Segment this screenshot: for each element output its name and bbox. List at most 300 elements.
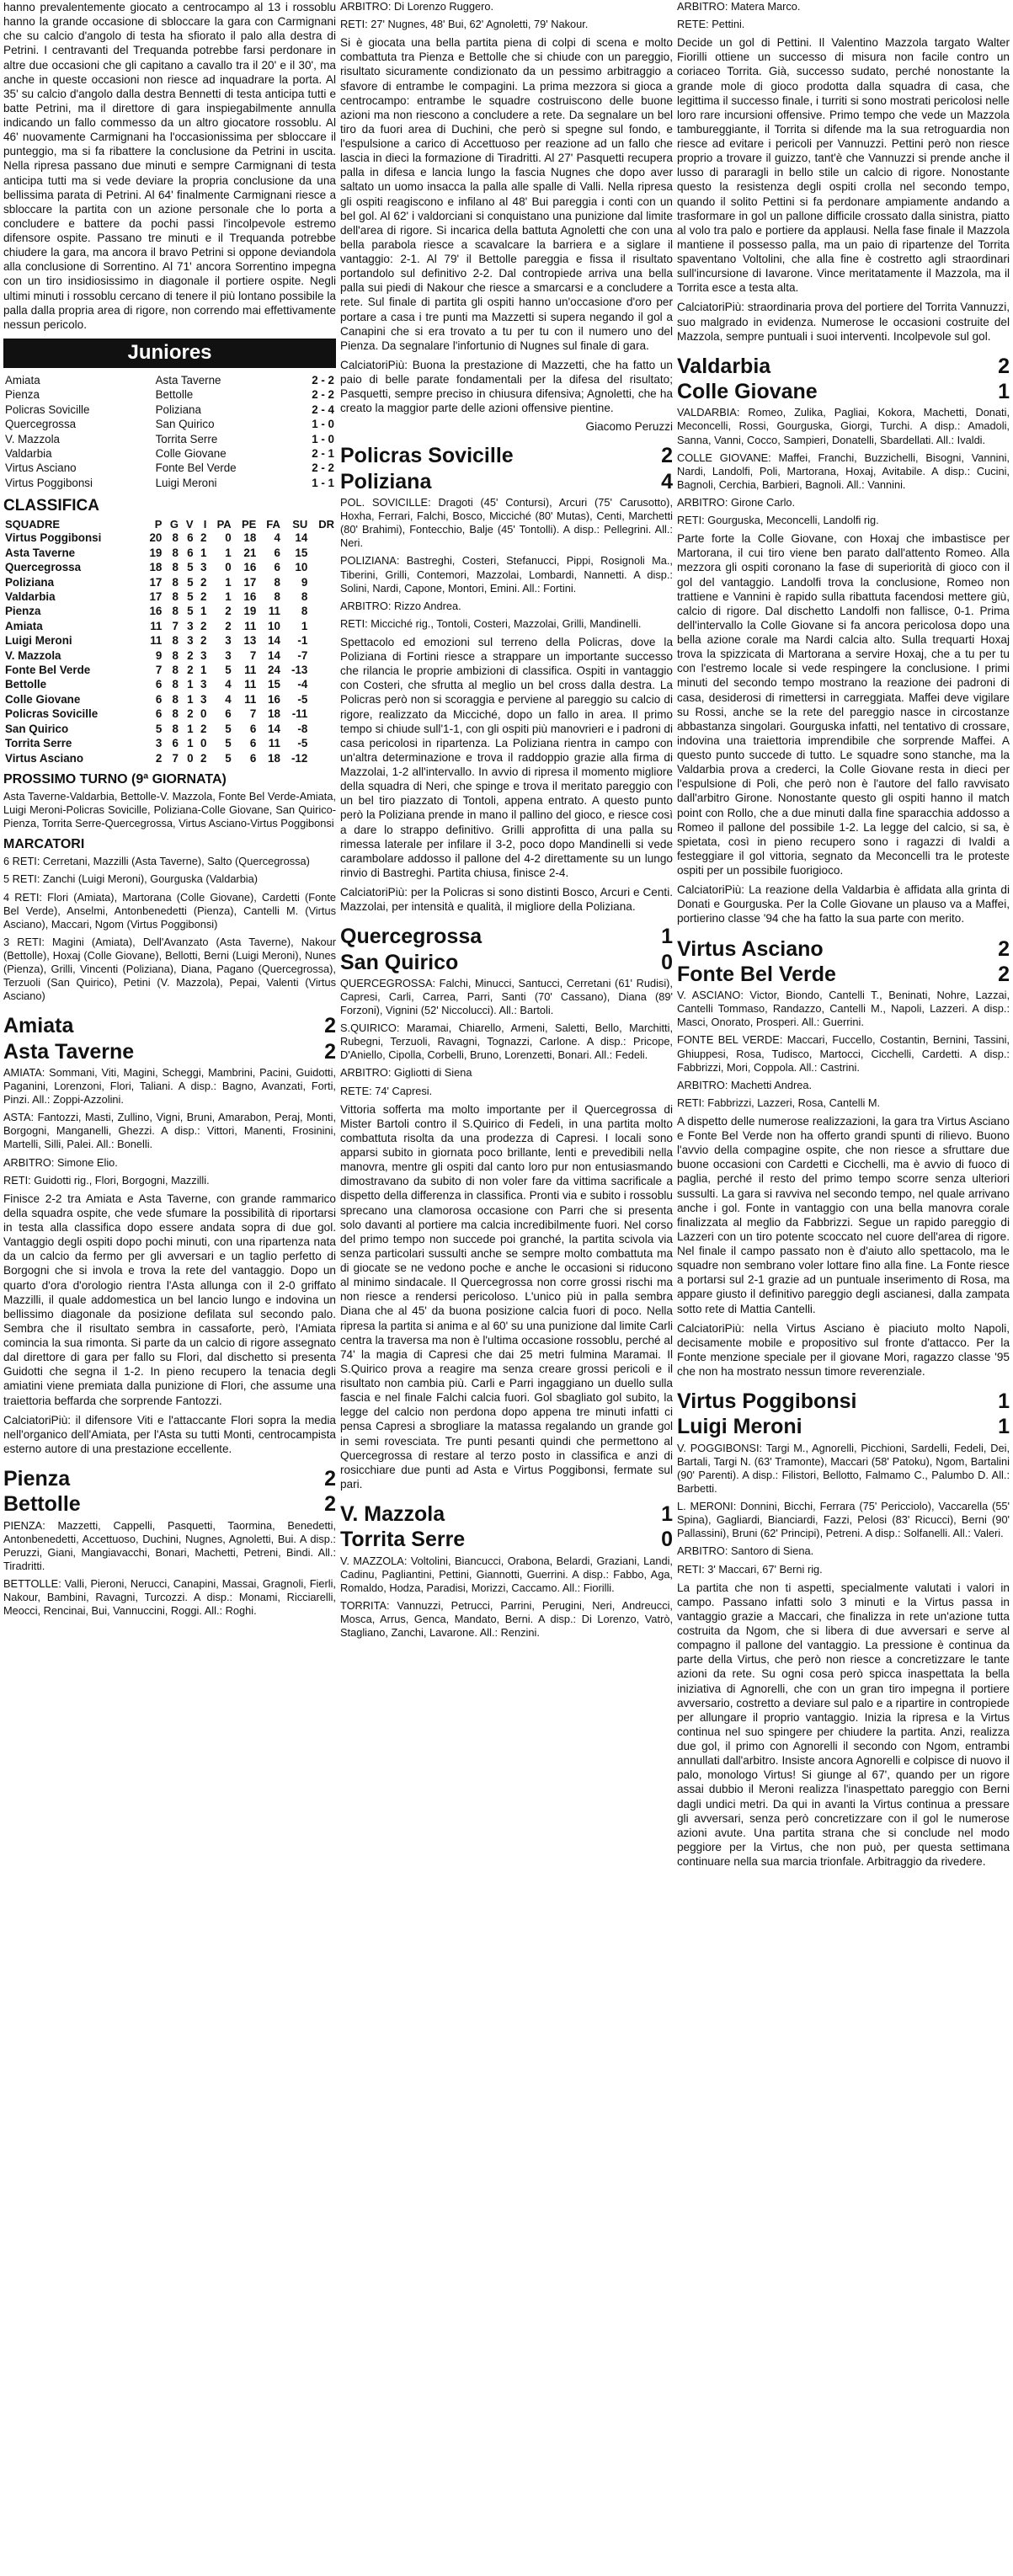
match-away: [340, 952, 673, 973]
lineup: V. ASCIANO: Victor, Biondo, Cantelli T., Beninati, Nohre, Lazzai, Cantelli Tommaso, Randazzo, Cantelli M., Napoli, Lazzeri. A disp.: Masci, Onorato, Prosperi. All.: Guerrini.: [677, 989, 1010, 1029]
lineup: TORRITA: Vannuzzi, Petrucci, Parrini, Perugini, Neri, Andreucci, Mosca, Arrus, Genca, Mandato, Berni. A disp.: Di Lorenzo, Vatrò, Stagliano, Zanchi, Lavarone. All.: Renzini.: [340, 1598, 673, 1640]
result-team: Pienza: [5, 388, 40, 402]
home-team: Policras Sovicille: [340, 444, 514, 468]
match-report: Spettacolo ed emozioni sul terreno della Policras, dove la Poliziana di Fortini riesce a strappare un importante successo che rilancia le proprie ambizioni di classifica. Ospiti in vantaggio con Costeri, che sfrutta al meglio un bel cross dalla destra. La Policras però non si scoraggia e perviene al pareggio su calcio di rigore, realizzato da Micciché, dopo un fallo in area. Il primo tempo si chiude sull'1-1, con gli ospiti più manovrieri e i padroni di casa pericolosi in ripartenza. La Poliziana rientra in campo con un'altra determinazione e trova il raddoppio grazie alla firma di Mazzolai, 1-2 all'intervallo. In avvio di ripresa il momento migliore della squadra di Neri, che spinge e trova il meritato pareggio con un bel tiro piazzato di Tontoli, appena entrato. A questo punto però la Poliziana prende in mano il pallino del gioco, e riesce così a dare lo strappo definitivo. Grilli approfitta di una palla su rimessa laterale per infilare il 3-2, poco dopo Mandinelli si vede carambolare addosso il pallone del 4-2 direttamente su un lungo rinvio di Bastreghi. Partita chiusa, finisce 2-4.: [340, 635, 673, 879]
standings-value: 11: [244, 664, 257, 677]
standings-team: Virtus Asciano: [5, 751, 84, 765]
standings-value: 11: [268, 605, 280, 618]
standings-value: 2: [200, 575, 207, 589]
standings-row: [3, 633, 336, 648]
standings-value: 0: [200, 707, 207, 721]
standings-team: Policras Sovicille: [5, 707, 99, 721]
juniores-banner: Juniores: [3, 339, 336, 368]
referee: ARBITRO: Machetti Andrea.: [677, 1078, 813, 1091]
standings-value: 5: [225, 722, 232, 735]
referee: ARBITRO: Rizzo Andrea.: [340, 599, 461, 612]
standings-value: 5: [187, 605, 194, 618]
referee: ARBITRO: Di Lorenzo Ruggero.: [340, 0, 494, 13]
match-away: [677, 381, 1010, 403]
lineup: COLLE GIOVANE: Maffei, Franchi, Buzzichelli, Bisogni, Vannini, Nardi, Landolfi, Poli, Martorana, Hoxaj, Avitabile. A disp.: Cucini, Bagnoli, Cerchia, Barbieri, Bagnoli. All.: Vannini.: [677, 451, 1010, 491]
standings-value: 16: [149, 605, 163, 618]
lineup: PIENZA: Mazzetti, Cappelli, Pasquetti, Taormina, Benedetti, Antonbenedetti, Accettuoso, Duchini, Nugnes, Agnoletti, Bui. A disp.: Peruzzi, Giani, Mangiavacchi, Bonari, Machetti, Petreni, Bindi. All.: Tiradritti.: [3, 1518, 336, 1572]
top-players: CalciatoriPiù: per la Policras si sono distinti Bosco, Arcuri e Centi. Mazzolai, per intensità e qualità, il migliore della Poliziana.: [340, 886, 673, 914]
result-team: Amiata: [5, 373, 40, 387]
standings-value: 6: [249, 737, 257, 750]
standings-value: 17: [149, 575, 163, 589]
standings-team: San Quirico: [5, 722, 69, 735]
top-players: CalciatoriPiù: La reazione della Valdarbia è affidata alla grinta di Donati e Gourguska. Per la Colle Giovane un plauso va a Maffei, portierino classe '94 che ha fatto la sua parte con merito.: [677, 883, 1010, 925]
standings-value: 18: [243, 531, 257, 545]
match-report: A dispetto delle numerose realizzazioni, la gara tra Virtus Asciano e Fonte Bel Verde non ha offerto grandi spunti di rilievo. Buono l'avvio della compagine ospite, che non riesce a sfruttare due buone occasioni con Cardetti e Cicchelli, ma è avvio di fuoco di paglia, perché il resto del primo tempo scorre senza ulteriori sussulti. La gara si ravviva nel secondo tempo, nel quale arrivano anche i gol. Fonte in vantaggio con una bella manovra corale finalizzata al meglio da Fabbrizzi. Segue un rapido pareggio di Lazzeri con un tiro potente scoccato nel cuore dell'area di rigore. Nel finale il campo passato non è d'aiuto allo spettacolo, ma le squadre non sembrano voler lottare fino alla fine. La Fonte riesce a portarsi sul 2-1 grazie ad un puntuale inserimento di Rosa, ma appare giusto il definitivo pareggio degli ascianesi, dalla zampata sotto rete di Mattia Cantelli.: [677, 1114, 1010, 1315]
result-team: Torrita Serre: [155, 432, 218, 445]
standings-value: -13: [291, 664, 308, 677]
lineup: L. MERONI: Donnini, Bicchi, Ferrara (75' Pericciolo), Vaccarella (55' Spina), Gagliardi, Bianciardi, Fazzi, Pelosi (83' Ricucci), Berni (90' Pallassini), Bruni (62' Principi), Petreni. A disp.: Solfanelli. All.: Valeri.: [677, 1500, 1010, 1540]
away-score: 1: [998, 380, 1010, 404]
top-players: CalciatoriPiù: nella Virtus Asciano è piaciuto molto Napoli, decisamente mobile e propositivo sul fronte d'attacco. Per la Fonte menzione speciale per il giovane Mori, ragazzo classe '95 che non ha mostrato nessun timore reverenziale.: [677, 1321, 1010, 1379]
standings-value: 8: [172, 648, 179, 662]
goals: RETE: Pettini.: [677, 18, 745, 31]
standings-value: 6: [249, 722, 257, 735]
away-team: Torrita Serre: [340, 1528, 466, 1552]
match-away: [677, 963, 1010, 985]
result-team: Poliziana: [155, 403, 201, 416]
standings-value: 5: [225, 737, 232, 750]
standings-value: 8: [172, 664, 179, 677]
result-score: 1 - 0: [312, 432, 334, 445]
standings-value: -11: [291, 707, 308, 721]
home-team: V. Mazzola: [340, 1502, 445, 1527]
standings-value: -4: [297, 678, 308, 691]
standings-value: 6: [274, 561, 280, 574]
standings-row: [3, 619, 336, 633]
standings-value: 19: [243, 605, 257, 618]
home-team: Quercegrossa: [340, 925, 483, 949]
standings-value: 6: [187, 531, 194, 545]
standings-row: [3, 648, 336, 663]
away-team: Bettolle: [3, 1492, 81, 1517]
standings-row: [3, 663, 336, 677]
standings-value: 6: [155, 678, 163, 691]
standings-row: [3, 677, 336, 691]
home-team: Pienza: [3, 1467, 71, 1491]
standings-value: 3: [187, 634, 194, 648]
standings-row: [3, 736, 336, 750]
standings-value: 7: [172, 751, 179, 765]
standings-value: 4: [225, 692, 232, 706]
standings-value: 1: [187, 692, 194, 706]
standings-value: 0: [200, 737, 207, 750]
standings-value: 2: [200, 634, 207, 648]
match-report: La partita che non ti aspetti, specialmente valutati i valori in campo. Passano infatti solo 3 minuti e la Virtus passa in vantaggio grazie a Maccari, che finalizza in rete un'azione tutta costruita da Ngom, che si libera di due avversari e serve al compagno il pallone del vantaggio. La pressione è continua da parte della Virtus, che però non riesce a concretizzare le tante azioni da rete. Su ogni cosa però spicca inaspettata la bella iniziativa di Agnorelli, che con un gran tiro impegna il portiere avversario, costretto a deviare sul palo e a ripartire in contropiede per allungare il proprio vantaggio. Inizia la ripresa e la Virtus continua nel suo spingere per chiudere la partita. Anzi, realizza due gol, il primo con Agnorelli il secondo con Ngom, entrambi annullati dall'arbitro. Insiste ancora Agnorelli e colpisce di nuovo il palo, monologo Virtus! Si giunge al 67', quando per un rigore assai dubbio il Meroni realizza l'inaspettato pareggio con Berni dagli undici metri. Da qui in avanti la Virtus continua a pressare gli avversari, senza però concretizzare con il gol le numerose azioni avute. Una partita strana che si conclude nel modo peggiore per la Virtus, che non può, per questa settimana continuare nella sua marcia trionfale. Arbitraggio da rivedere.: [677, 1581, 1010, 1869]
standings-team: Amiata: [5, 619, 43, 632]
top-players: CalciatoriPiù: il difensore Viti e l'attaccante Flori sopra la media nell'organico dell'Amiata, per l'Asta su tutti Monti, centrocampista esterno autore di una prestazione eccellente.: [3, 1413, 336, 1455]
standings-value: 8: [301, 605, 308, 618]
result-row: [3, 403, 336, 417]
standings-row: [3, 692, 336, 707]
result-team: Colle Giovane: [155, 446, 227, 460]
standings-value: 2: [187, 664, 194, 677]
result-score: 2 - 4: [312, 403, 334, 416]
standings-team: Colle Giovane: [5, 692, 81, 706]
match-away: [340, 471, 673, 493]
standings-value: 21: [243, 546, 257, 559]
lineup: VALDARBIA: Romeo, Zulika, Pagliai, Kokora, Machetti, Donati, Meconcelli, Rossi, Gourguska, Giorgi, Turchi. A disp.: Amadoli, Sanna, Vanni, Cocco, Sampieri, Donatelli, Sbardellati. All.: Ivaldi.: [677, 406, 1010, 446]
standings-value: 6: [155, 692, 163, 706]
match-report: Si è giocata una bella partita piena di colpi di scena e molto combattuta tra Pienza e Bettolle che si chiude con un pareggio, risultato sicuramente condizionato da un pessimo arbitraggio a sfavore di entrambe le compagini. La prima mezzora si gioca a centrocampo: entrambe le squadre costruiscono delle buone azioni ma non riescono a concludere a rete. Da segnalare un bel tiro da fuori area di Duchini, che però si spegne sul fondo, e l'espulsione a carico di Accettuoso per reazione ad un fallo che lascia in dieci la formazione di Tiradritti. Al 27' Pasquetti recupera palla in difesa e lancia lungo la fascia Nugnes che dopo aver saltato un uomo insacca la palla alle spalle di Valli. Nella ripresa gli ospiti reagiscono e infilano al 48' Bui pareggia i conti con un bel gol. Al 62' i valdorciani si conquistano una punizione dal limite dell'area di rigore. Si incarica della battuta Agnoletti che con una bella parabola riesce a scavalcare la barriera e a siglare il vantaggio: 2-1. Al 79' il Bettolle pareggia e fissa il risultato portandolo sul definitivo 2-2. Dal contropiede arriva una bella palla sui piedi di Nakour che riesce a smarcarsi e a concludere a rete. Sul finale di partita gli ospiti hanno un'occasione d'oro per portare a casa i tre punti ma Mazzetti si supera negando il gol a Canapini che si era trovato a tu per tu con il numero uno del Pienza. Da segnalare l'infortunio di Nugnes sul finale di gara.: [340, 36, 673, 352]
lineup: FONTE BEL VERDE: Maccari, Fuccello, Costantin, Bernini, Tassini, Ghiuppesi, Rosa, Tudisco, Martocci, Cicchelli, Cardetti. A disp.: Fabbrizzi, Mori, Coppola. All.: Castrini.: [677, 1033, 1010, 1074]
standings-value: 3: [187, 619, 194, 632]
result-team: San Quirico: [155, 418, 215, 431]
standings-value: 3: [200, 692, 207, 706]
lineup: POL. SOVICILLE: Dragoti (45' Contursi), Arcuri (75' Carusotto), Hoxha, Ferrari, Falchi, Bosco, Micciché (80' Mutas), Centi, Marchetti (80' Brahimi), Fontecchio, Balje (45' Tontolli). A disp.: Pellegrini. All.: Neri.: [340, 495, 673, 550]
away-score: 0: [661, 950, 673, 974]
standings-value: 16: [243, 589, 257, 603]
match-home: [3, 1468, 336, 1490]
goals: RETI: Guidotti rig., Flori, Borgogni, Mazzilli.: [3, 1173, 210, 1187]
lineup: ASTA: Fantozzi, Masti, Zullino, Vigni, Bruni, Amarabon, Peraj, Monti, Borgogni, Manganelli, Ghezzi. A disp.: Vittori, Manenti, Frosinini, Martelli, Silli, Palei. All.: Bonelli.: [3, 1111, 336, 1151]
standings-value: 14: [295, 531, 308, 545]
match-home: [340, 445, 673, 467]
goals: RETI: 3' Maccari, 67' Berni rig.: [677, 1562, 823, 1576]
juniores-results: [3, 373, 336, 490]
home-score: 2: [998, 936, 1010, 961]
standings-value: 3: [155, 737, 163, 750]
standings-value: 1: [225, 546, 232, 559]
standings-value: 2: [187, 648, 194, 662]
result-row: [3, 432, 336, 446]
home-score: 1: [661, 1502, 673, 1527]
standings-column-header: P: [154, 518, 163, 531]
match-away: [3, 1041, 336, 1063]
standings-value: 6: [249, 751, 257, 765]
standings-team: V. Mazzola: [5, 648, 61, 662]
standings-value: 2: [200, 619, 207, 632]
match-home: [677, 938, 1010, 960]
lineup: POLIZIANA: Bastreghi, Costeri, Stefanucci, Pippi, Rosignoli Ma., Tiberini, Grilli, Contemori, Mazzolai, Lombardi, Nannetti. A disp.: Solini, Nardi, Capone, Montori, Emini. All.: Fortini.: [340, 554, 673, 595]
standings-value: 2: [225, 605, 232, 618]
standings-team: Torrita Serre: [5, 737, 72, 750]
standings-value: 8: [172, 589, 179, 603]
next-round-title: PROSSIMO TURNO (9ª GIORNATA): [3, 772, 227, 787]
standings-value: 1: [200, 605, 207, 618]
standings-value: 2: [187, 707, 194, 721]
standings-value: 18: [268, 751, 280, 765]
standings-value: 1: [225, 589, 232, 603]
standings-value: 8: [301, 589, 308, 603]
home-score: 1: [661, 925, 673, 949]
standings-value: 10: [295, 561, 308, 574]
standings-value: 2: [225, 619, 232, 632]
standings-team: Quercegrossa: [5, 561, 82, 574]
standings-value: 0: [225, 531, 232, 545]
goals: RETE: 74' Capresi.: [340, 1084, 433, 1097]
standings-value: -5: [297, 692, 308, 706]
result-score: 2 - 2: [312, 373, 334, 387]
standings-value: 7: [249, 648, 257, 662]
home-team: Valdarbia: [677, 354, 771, 378]
away-team: Fonte Bel Verde: [677, 962, 836, 986]
result-team: Valdarbia: [5, 446, 52, 460]
standings-value: 1: [187, 678, 194, 691]
standings-value: 6: [172, 737, 179, 750]
standings-value: -12: [291, 751, 308, 765]
standings-column-header: V: [185, 518, 194, 531]
home-score: 2: [998, 354, 1010, 378]
match-report: Decide un gol di Pettini. Il Valentino Mazzola targato Walter Fiorilli ottiene un successo di misura non facile contro un coriaceo Torrita. Già, successo sudato, perché nonostante la grande mole di gioco prodotta dalla squadra di casa, che legittima il successo finale, i turriti si sono mostrati pericolosi nelle loro rare incursioni offensive. Primo tempo che vede un Mazzola tambureggiante, il Torrita si difende ma la sua retroguardia non riesce ad evitare i pericoli per Vannuzzi. Pettini però non riesce proprio a trovare il guizzo, tant'è che Vannuzzi si prende anche il lusso di pararagli in bello stile un calcio di rigore. Nonostante questo la resistenza degli ospiti crolla nel secondo tempo, quando il solito Pettini si fa perdonare ampiamente andando a trasformare in gol un pallone difficile crossato dalla sinistra, piatto al volo tra palo e portiere da applausi. Nella fase finale il Mazzola mantiene il possesso palla, ma un paio di ripartenze del Torrita spaventano Voltolini, che alla fine è costretto agli straordinari sull'incursione di Iavarone. Vince meritatamente il Mazzola, ma il Torrita esce a testa alta.: [677, 36, 1010, 295]
result-score: 2 - 1: [312, 446, 334, 460]
result-score: 1 - 0: [312, 418, 334, 431]
home-team: Virtus Asciano: [677, 936, 824, 961]
result-score: 2 - 2: [312, 388, 334, 402]
standings-value: 3: [200, 678, 207, 691]
standings-value: 8: [274, 589, 280, 603]
scorers-line: 3 RETI: Magini (Amiata), Dell'Avanzato (Asta Taverne), Nakour (Bettolle), Hoxaj (Colle Giovane), Bellotti, Berni (Luigi Meroni), Nunes (Pienza), Grilli, Vincenti (Poliziana), Diana, Pagano (Quercegrossa), Terzuoli (San Quirico), Petini (V. Mazzola), Pepai, Valenti (Virtus Asciano): [3, 935, 336, 1003]
result-team: Quercegrossa: [5, 418, 77, 431]
result-team: Asta Taverne: [155, 373, 221, 387]
standings-value: 8: [172, 546, 179, 559]
standings-column-header: FA: [266, 518, 280, 531]
referee: ARBITRO: Gigliotti di Siena: [340, 1066, 472, 1080]
standings-row: [3, 531, 336, 545]
standings-value: 5: [225, 664, 232, 677]
result-team: Virtus Poggibonsi: [5, 476, 93, 489]
standings-value: 5: [187, 575, 194, 589]
result-row: [3, 373, 336, 387]
standings-value: 8: [172, 575, 179, 589]
standings-value: 7: [249, 707, 257, 721]
standings-value: -8: [297, 722, 308, 735]
standings-row: [3, 589, 336, 604]
next-round-fixtures: Asta Taverne-Valdarbia, Bettolle-V. Mazzola, Fonte Bel Verde-Amiata, Luigi Meroni-Policras Sovicille, Poliziana-Colle Giovane, San Quirico-Pienza, Torrita Serre-Quercegrossa, Virtus Asciano-Virtus Poggibonsi: [3, 790, 336, 830]
classifica-title: CLASSIFICA: [3, 497, 99, 515]
standings-value: 6: [155, 707, 163, 721]
column-1: [3, 0, 336, 2576]
standings-value: 17: [149, 589, 163, 603]
result-team: Bettolle: [155, 388, 194, 402]
result-team: Luigi Meroni: [155, 476, 217, 489]
standings-team: Valdarbia: [5, 589, 56, 603]
standings-value: 8: [172, 678, 179, 691]
standings-value: -7: [297, 648, 308, 662]
result-team: Virtus Asciano: [5, 461, 77, 475]
result-score: 2 - 2: [312, 461, 334, 475]
standings-row: [3, 722, 336, 736]
standings-column-header: SQUADRE: [5, 518, 61, 531]
standings-value: 8: [172, 561, 179, 574]
referee: ARBITRO: Santoro di Siena.: [677, 1544, 814, 1558]
standings-value: 0: [187, 751, 194, 765]
standings-value: 14: [268, 634, 280, 648]
standings-value: 14: [268, 722, 280, 735]
standings-value: 9: [301, 575, 308, 589]
top-players: CalciatoriPiù: Buona la prestazione di Mazzetti, che ha fatto un paio di belle parate fondamentali per la difesa del risultato; Pasquetti, sempre preciso in chiusura difensiva; Agnoletti, che ha creato la maggior parte delle azioni offensive pientine.: [340, 358, 673, 415]
standings-value: 5: [225, 751, 232, 765]
standings-value: 11: [150, 634, 163, 648]
referee: ARBITRO: Girone Carlo.: [677, 496, 796, 509]
standings-value: 17: [243, 575, 257, 589]
standings-value: 7: [155, 664, 163, 677]
result-team: V. Mazzola: [5, 432, 61, 445]
standings-column-header: I: [203, 518, 207, 531]
standings-row: [3, 575, 336, 589]
result-score: 1 - 1: [312, 476, 334, 489]
standings-column-header: SU: [292, 518, 308, 531]
standings-value: 0: [225, 561, 232, 574]
standings-value: 1: [187, 737, 194, 750]
standings-value: 18: [268, 707, 280, 721]
standings-value: 14: [268, 648, 280, 662]
standings-team: Bettolle: [5, 678, 47, 691]
standings-value: 5: [187, 589, 194, 603]
standings-team: Virtus Poggibonsi: [5, 531, 102, 545]
result-row: [3, 387, 336, 402]
standings-value: 6: [274, 546, 280, 559]
standings-value: 15: [268, 678, 280, 691]
away-score: 2: [324, 1039, 336, 1064]
home-score: 2: [324, 1014, 336, 1038]
standings-value: 7: [172, 619, 179, 632]
top-players: CalciatoriPiù: straordinaria prova del portiere del Torrita Vannuzzi, suo malgrado in evidenza. Numerose le occasioni costruite del Mazzola, sempre puntuali i suoi interventi. Incolpevole sul gol.: [677, 301, 1010, 343]
standings-value: -5: [297, 737, 308, 750]
standings-value: 16: [268, 692, 280, 706]
standings-value: 2: [200, 722, 207, 735]
standings-value: 1: [301, 619, 308, 632]
standings-value: 11: [150, 619, 163, 632]
standings-value: 8: [274, 575, 280, 589]
home-score: 2: [324, 1467, 336, 1491]
standings-row: [3, 604, 336, 618]
home-score: 1: [998, 1389, 1010, 1414]
away-score: 0: [661, 1528, 673, 1552]
result-row: [3, 461, 336, 475]
result-row: [3, 476, 336, 490]
scorers-line: 5 RETI: Zanchi (Luigi Meroni), Gourguska (Valdarbia): [3, 872, 259, 886]
match-home: [677, 1390, 1010, 1412]
standings-value: 2: [200, 531, 207, 545]
match-report: Finisce 2-2 tra Amiata e Asta Taverne, con grande rammarico della squadra ospite, che vede sfumare la possibilità di riportarsi in testa alla classifica dopo essere andata sopra di due gol. Vantaggio degli ospiti dopo pochi minuti, con una ripartenza nata da un calcio da fermo per gli avversari e un taglio perfetto di Borgogni che si invola e trova la rete del vantaggio. Dopo un quarto d'ora d'orologio rientra l'Asta allunga con il 2-0 griffato Mazzilli, il quale addomestica un bel lancio lungo e indovina un bellissimo diagonale da posizione defilata sul secondo palo. Sembra che il risultato sembra in cassaforte, però, l'Amiata comincia la sua rimonta. Si parte da un calcio di rigore assegnato dal direttore di gara per fallo su Flori, dal dischetto si presenta Guidotti che segna il 1-2. In pieno recupero la tenacia degli amiatini viene premiata dalla punizione di Flori, che assume una traiettoria beffarda che sorprende Fantozzi.: [3, 1192, 336, 1407]
away-score: 1: [998, 1415, 1010, 1439]
scorers-title: MARCATORI: [3, 837, 85, 852]
standings-value: 2: [200, 751, 207, 765]
standings-value: 1: [187, 722, 194, 735]
lineup: V. MAZZOLA: Voltolini, Biancucci, Orabona, Belardi, Graziani, Landi, Cadinu, Pagliantini, Pettini, Giannotti, Guerrini. A disp.: Fabbo, Aga, Romaldo, Hodza, Paradisi, Morizzi, Caccamo. All.: Fiorilli.: [340, 1554, 673, 1594]
match-away: [3, 1493, 336, 1515]
match-home: [340, 925, 673, 947]
standings-value: 16: [243, 561, 257, 574]
standings-value: 3: [200, 648, 207, 662]
result-team: Fonte Bel Verde: [155, 461, 237, 475]
standings-column-header: DR: [318, 518, 334, 531]
standings-value: 5: [155, 722, 163, 735]
standings-value: 15: [295, 546, 308, 559]
standings-value: 11: [244, 619, 257, 632]
result-row: [3, 446, 336, 461]
referee: ARBITRO: Matera Marco.: [677, 0, 801, 13]
standings-value: 18: [149, 561, 163, 574]
standings-column-header: PA: [216, 518, 232, 531]
away-score: 4: [661, 469, 673, 493]
standings-value: 13: [243, 634, 257, 648]
standings-value: 19: [149, 546, 163, 559]
match-home: [677, 355, 1010, 377]
standings-value: 1: [200, 664, 207, 677]
standings-value: 11: [268, 737, 280, 750]
goals: RETI: Gourguska, Meconcelli, Landolfi rig.: [677, 514, 879, 527]
standings-value: 9: [155, 648, 163, 662]
lineup: V. POGGIBONSI: Targi M., Agnorelli, Picchioni, Sardelli, Fedeli, Dei, Bartali, Targi N. (63' Tramonte), Maccari (58' Patoku), Ngom, Bartalini (90' Parenti). A disp.: Filistori, Bellotto, Falmamo C., Palumbo D. All.: Barbetti.: [677, 1441, 1010, 1496]
scorers-line: 4 RETI: Flori (Amiata), Martorana (Colle Giovane), Cardetti (Fonte Bel Verde), Anselmi, Antonbenedetti (Pienza), Cantelli M. (Virtus Asciano), Maccari, Ngom (Virtus Poggibonsi): [3, 890, 336, 931]
lineup: QUERCEGROSSA: Falchi, Minucci, Santucci, Cerretani (61' Rudisi), Capresi, Carli, Carrea, Parri, Santi (70' Cassano), Diana (89' Forzoni), Vignini (52' Niccolucci). All.: Bartoli.: [340, 976, 673, 1017]
lineup: BETTOLLE: Valli, Pieroni, Nerucci, Canapini, Massai, Gragnoli, Fierli, Nakour, Bambini, Ravagni, Turcozzi. A disp.: Monami, Ricciarelli, Meocci, Rencinai, Bui, Vannuccini, Roggi. All.: Roghi.: [3, 1576, 336, 1618]
away-team: Poliziana: [340, 469, 432, 493]
standings-value: 3: [225, 634, 232, 648]
match-away: [340, 1528, 673, 1550]
standings-value: 1: [225, 575, 232, 589]
standings-row: [3, 707, 336, 721]
standings-value: 4: [225, 678, 232, 691]
standings-value: 10: [268, 619, 280, 632]
goals: RETI: 27' Nugnes, 48' Bui, 62' Agnoletti, 79' Nakour.: [340, 18, 589, 31]
standings-value: 11: [244, 692, 257, 706]
article-continuation: hanno prevalentemente giocato a centrocampo al 13 i rossoblu hanno la grande occasione di sbloccare la gara con Carmignani che su calcio d'angolo di testa ha sfiorato il palo alla destra di Petrini. I centravanti del Trequanda potrebbe farsi perdonare in altre due occasioni che gli capitano a cavallo tra il 20' e il 30', ma anche in queste occasioni non riesce ad inquadrare la porta. Al 35' su calcio d'angolo dalla destra Bennetti di testa anticipa tutti e batte Petrini, ma il direttore di gara inspiegabilmente annulla indicando un fallo commesso da un altro giocatore rossoblu. Al 46' nuovamente Carmignani ha l'occasionissima per sbloccare il punteggio, ma si fa ribattere la conclusione da Petrini in uscita. Nella ripresa passano due minuti e sempre Carmignani di testa anticipa tutti ma si vede deviare la propria conclusione da una bellissima parata di Petrini. Al 64' finalmente Carmignani riesce a sbloccare la partita con un azione personale che lo porta a concludere e battere da pochi passi l'incolpevole estremo difensore ospite. Passano tre minuti e il Trequanda potrebbe chiudere la gara, ma ancora il bravo Petrini si oppone deviandola alla conclusione di Sorrentino. Al 71' ancora Sorrentino impegna con un tiro insidiosissimo in diagonale il portiere ospite. Negli ultimi minuti i rossoblu cercano di tenere il più lontano possibile la palla dalla propria area di rigore, non correndo mai effettivamente nessun pericolo.: [3, 1, 336, 331]
standings-team: Asta Taverne: [5, 546, 76, 559]
lineup: AMIATA: Sommani, Viti, Magini, Scheggi, Mambrini, Pacini, Guidotti, Paganini, Lorenzoni, Flori, Taliani. A disp.: Bagno, Avanzati, Forti, Pinzi. All.: Zoppi-Azzolini.: [3, 1065, 336, 1107]
away-team: Luigi Meroni: [677, 1415, 802, 1439]
goals: RETI: Micciché rig., Tontoli, Costeri, Mazzolai, Grilli, Mandinelli.: [340, 616, 642, 630]
referee: ARBITRO: Simone Elio.: [3, 1155, 118, 1169]
standings-value: 24: [268, 664, 280, 677]
standings-column-header: G: [169, 518, 179, 531]
home-team: Virtus Poggibonsi: [677, 1389, 857, 1414]
column-3: [677, 0, 1010, 2576]
match-home: [340, 1503, 673, 1525]
result-team: Policras Sovicille: [5, 403, 90, 416]
home-score: 2: [661, 444, 673, 468]
standings-table: [3, 518, 336, 765]
standings-value: 1: [200, 546, 207, 559]
standings-team: Poliziana: [5, 575, 55, 589]
standings-value: 20: [149, 531, 163, 545]
standings-value: 3: [200, 561, 207, 574]
match-away: [677, 1416, 1010, 1437]
standings-value: 8: [172, 707, 179, 721]
standings-value: 6: [225, 707, 232, 721]
away-team: Colle Giovane: [677, 380, 818, 404]
standings-value: 11: [244, 678, 257, 691]
standings-team: Fonte Bel Verde: [5, 664, 91, 677]
standings-value: 8: [172, 531, 179, 545]
standings-value: 6: [187, 546, 194, 559]
away-team: San Quirico: [340, 950, 459, 974]
lineup: S.QUIRICO: Maramai, Chiarello, Armeni, Saletti, Bello, Marchitti, Rubegni, Terzuoli, Ravagni, Tognazzi, Carlone. A disp.: Pricope, D'Aniello, Cipolla, Corbelli, Bruno, Lorenzetti, Bonari. All.: Fedeli.: [340, 1021, 673, 1062]
column-2: [340, 0, 673, 2576]
standings-team: Pienza: [5, 605, 41, 618]
standings-value: 5: [187, 561, 194, 574]
standings-header: [3, 518, 336, 531]
standings-column-header: PE: [241, 518, 257, 531]
match-home: [3, 1015, 336, 1037]
standings-value: 8: [172, 634, 179, 648]
standings-value: 8: [172, 692, 179, 706]
standings-value: 8: [172, 605, 179, 618]
standings-value: 3: [225, 648, 232, 662]
standings-value: -1: [297, 634, 308, 648]
standings-team: Luigi Meroni: [5, 634, 72, 648]
standings-value: 8: [172, 722, 179, 735]
result-row: [3, 417, 336, 431]
standings-value: 2: [200, 589, 207, 603]
standings-row: [3, 546, 336, 560]
